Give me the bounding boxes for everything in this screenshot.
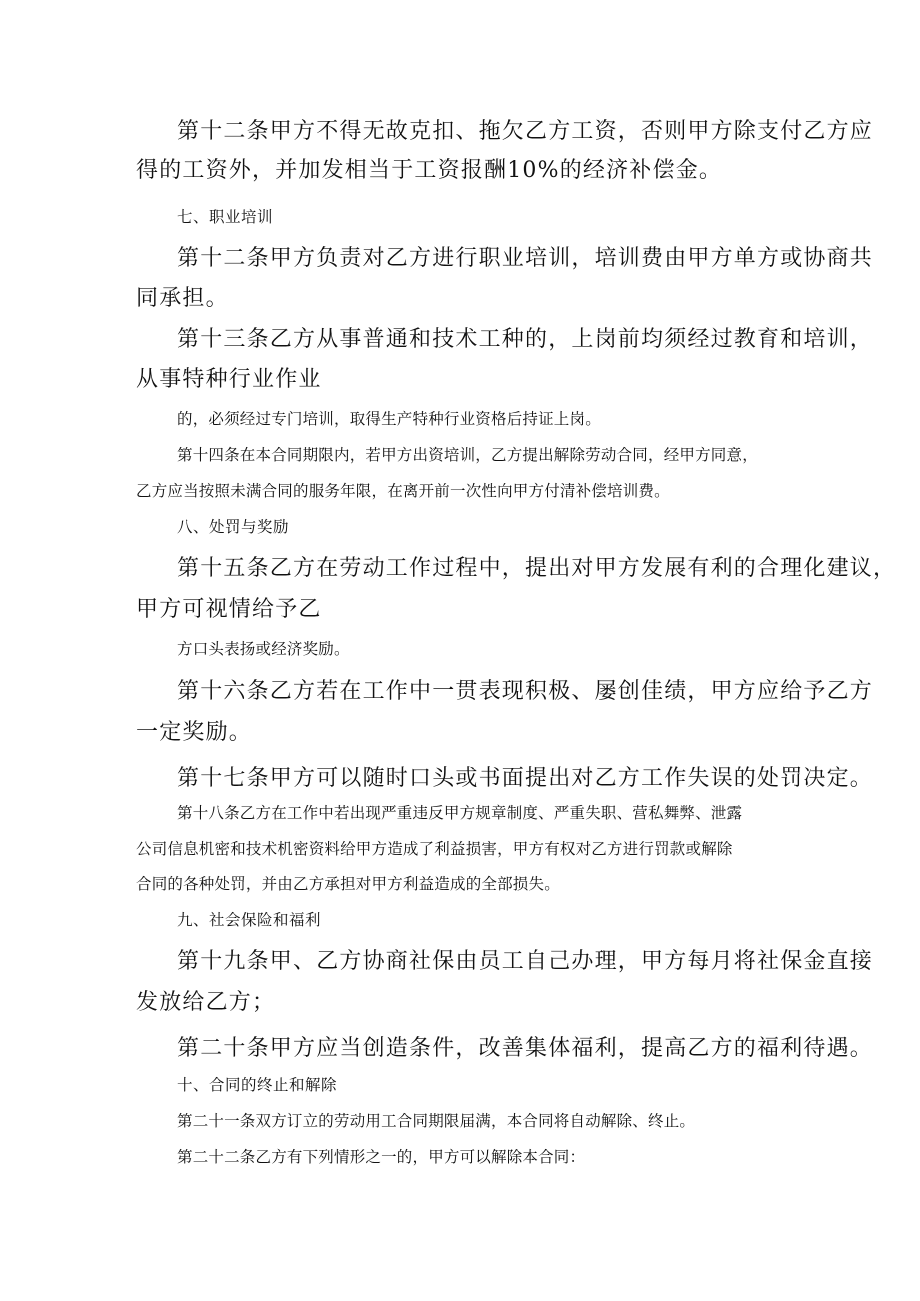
article-20-line-1: 第二十条甲方应当创造条件，改善集体福利，提高乙方的福利待遇。 [177,1036,874,1061]
article-19-line-1: 第十九条甲、乙方协商社保由员工自己办理，甲方每月将社保金直接 [177,949,874,974]
article-18-line-1: 第十八条乙方在工作中若出现严重违反甲方规章制度、严重失职、营私舞弊、泄露 [177,804,743,822]
article-12-training-line-2: 同承担。 [136,286,229,311]
article-13-line-3: 的，必须经过专门培训，取得生产特种行业资格后持证上岗。 [177,410,601,428]
article-15-line-2: 甲方可视情给予乙 [136,597,322,622]
section-heading-penalty-reward: 八、处罚与奖励 [177,518,290,536]
article-13-line-1: 第十三条乙方从事普通和技术工种的，上岗前均须经过教育和培训， [177,327,874,352]
article-14-line-2: 乙方应当按照未满合同的服务年限，在离开前一次性向甲方付清补偿培训费。 [136,482,670,500]
section-heading-termination: 十、合同的终止和解除 [177,1076,338,1094]
article-21-line-1: 第二十一条双方订立的劳动用工合同期限届满，本合同将自动解除、终止。 [177,1112,696,1130]
article-12-wages-line-2: 得的工资外，并加发相当于工资报酬10%的经济补偿金。 [136,158,723,183]
article-19-line-2: 发放给乙方； [136,990,276,1015]
article-18-line-2: 公司信息机密和技术机密资料给甲方造成了利益损害，甲方有权对乙方进行罚款或解除 [136,840,733,858]
article-12-wages-line-1: 第十二条甲方不得无故克扣、拖欠乙方工资，否则甲方除支付乙方应 [177,119,874,144]
section-heading-training: 七、职业培训 [177,208,274,226]
article-12-training-line-1: 第十二条甲方负责对乙方进行职业培训，培训费由甲方单方或协商共 [177,246,874,271]
article-13-line-2: 从事特种行业作业 [136,367,322,392]
article-18-line-3: 合同的各种处罚，并由乙方承担对甲方利益造成的全部损失。 [136,875,560,893]
article-15-line-1: 第十五条乙方在劳动工作过程中，提出对甲方发展有利的合理化建议， [177,556,897,581]
article-16-line-1: 第十六条乙方若在工作中一贯表现积极、屡创佳绩，甲方应给予乙方 [177,679,874,704]
article-17-line-1: 第十七条甲方可以随时口头或书面提出对乙方工作失误的处罚决定。 [177,766,874,791]
article-15-line-3: 方口头表扬或经济奖励。 [177,640,350,658]
section-heading-insurance-welfare: 九、社会保险和福利 [177,911,322,929]
article-22-line-1: 第二十二条乙方有下列情形之一的，甲方可以解除本合同： [177,1148,586,1166]
article-16-line-2: 一定奖励。 [136,720,253,745]
article-14-line-1: 第十四条在本合同期限内，若甲方出资培训，乙方提出解除劳动合同，经甲方同意， [177,446,758,464]
